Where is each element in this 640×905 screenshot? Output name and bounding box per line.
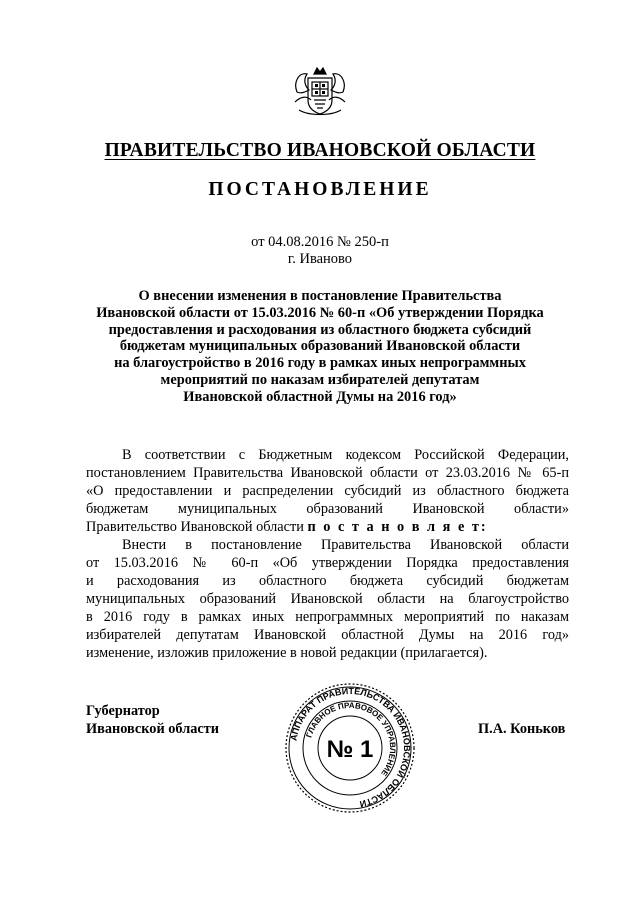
body-line: от 15.03.2016 № 60-п «Об утверждении Порядка предоставления <box>86 555 569 571</box>
subject-line: бюджетам муниципальных образований Ивановской области <box>119 338 521 355</box>
coat-of-arms-emblem <box>291 62 349 120</box>
document-type: ПОСТАНОВЛЕНИЕ <box>208 179 432 200</box>
decree-word: п о с т а н о в л я е т: <box>307 519 488 535</box>
official-stamp <box>283 681 417 815</box>
stamp-inner-text: ГЛАВНОЕ ПРАВОВОЕ УПРАВЛЕНИЕ <box>304 700 398 778</box>
signer-title-line: Губернатор <box>86 703 160 719</box>
signer-title-line: Ивановской области <box>86 720 219 737</box>
body-line: в 2016 году в рамках иных непрограммных мероприятий по наказам <box>86 609 569 625</box>
body-line: «О предоставлении и распределении субсидий из областного бюджета <box>86 483 569 499</box>
signer-name: П.А. Коньков <box>478 721 566 737</box>
subject-line: на благоустройство в 2016 году в рамках иных непрограммных <box>114 355 526 372</box>
body-line: бюджетам муниципальных образований Ивановской области» <box>86 501 569 517</box>
stamp-ring-text: АППАРАТ ПРАВИТЕЛЬСТВА ИВАНОВСКОЙ ОБЛАСТИ <box>288 685 413 810</box>
subject-line: Ивановской областной Думы на 2016 год» <box>183 388 457 405</box>
body-line: Внести в постановление Правительства Ивановской области <box>122 537 569 553</box>
stamp-number: № 1 <box>326 736 374 763</box>
subject-line: Ивановской области от 15.03.2016 № 60-п «Об утверждении Порядка <box>96 304 544 321</box>
subject-line: мероприятий по наказам избирателей депутатам <box>160 371 480 388</box>
body-line: муниципальных образований Ивановской области на благоустройство <box>86 591 569 607</box>
subject-line: О внесении изменения в постановление Правительства <box>138 288 502 304</box>
decree-prefix: Правительство Ивановской области <box>86 519 304 535</box>
document-body <box>86 446 569 662</box>
city: г. Иваново <box>287 251 353 267</box>
date-number: от 04.08.2016 № 250-п <box>251 234 389 250</box>
body-line: постановлением Правительства Ивановской области от 23.03.2016 № 65-п <box>86 465 569 481</box>
document-subject <box>70 288 570 406</box>
body-line: В соответствии с Бюджетным кодексом Российской Федерации, <box>122 447 569 463</box>
signer-title <box>86 703 219 738</box>
body-line: изменение, изложив приложение в новой редакции (прилагается). <box>86 645 488 661</box>
subject-line: предоставления и расходования из областного бюджета субсидий <box>108 321 532 338</box>
organization-title: ПРАВИТЕЛЬСТВО ИВАНОВСКОЙ ОБЛАСТИ <box>104 140 536 161</box>
decree-line <box>86 518 569 536</box>
body-line: и расходования из областного бюджета субсидий бюджетам <box>86 573 569 589</box>
date-and-place <box>0 234 640 268</box>
body-line: избирателей депутатам Ивановской областной Думы на 2016 год» <box>86 627 569 643</box>
